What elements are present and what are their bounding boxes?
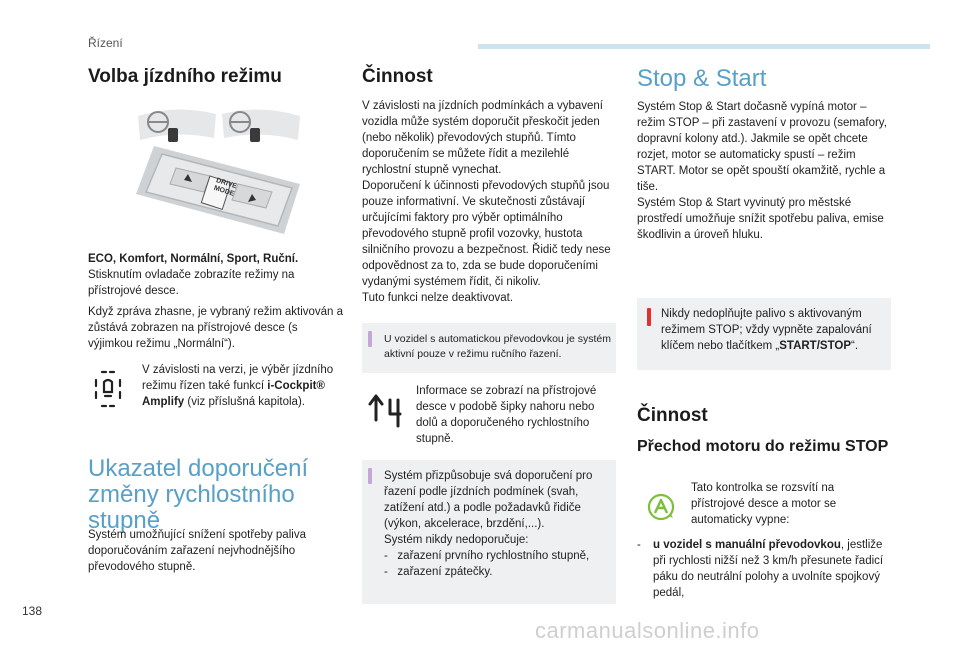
- arrow-info-paragraph: Informace se zobrazí na přístrojové desce v podobě šipky nahoru nebo dolů a doporučeného rychlostního stupně.: [416, 385, 597, 445]
- manual-gearbox-text: u vozidel s manuální převodovkou, jestliže při rychlosti nižší než 3 km/h přesunete řadicí páku do neutrální polohy a uvolníte spojkový pedál,: [653, 539, 884, 599]
- warning-icon: [647, 308, 651, 326]
- note-system-intro2: Systém nikdy nedoporučuje:: [384, 534, 529, 546]
- activity-section: [362, 66, 616, 88]
- section-label: Řízení: [88, 36, 123, 50]
- stop-start-text: [637, 99, 891, 243]
- gear-indicator-section: [88, 456, 318, 534]
- drive-mode-section: [88, 66, 344, 88]
- info-icon: [368, 468, 372, 484]
- stop-start-paragraph-1: Systém Stop & Start dočasně vypíná motor – režim STOP – při zastavení v provozu (semafory, dopravní kolony atd.). Jakmile se opět chcete rozjet, motor se automaticky spustí – režim START. Motor se opět spouští okamžitě, rychle a tiše.: [637, 101, 887, 193]
- activity-paragraph-1: V závislosti na jízdních podmínkách a vybavení vozidla může systém doporučit přeskočit jeden (nebo několik) převodových stupňů. Tímto doporučením se můžete řídit a mezilehlé rychlostní stupně vynechat.: [362, 100, 603, 176]
- mode-active-paragraph: Když zpráva zhasne, je vybraný režim aktivován a zůstává zobrazen na přístrojové desce (s výjimkou režimu „Normální“).: [88, 306, 344, 350]
- drive-mode-console: [136, 146, 302, 239]
- modes-list: ECO, Komfort, Normální, Sport, Ruční.: [88, 253, 299, 265]
- header-accent-bar: [478, 44, 930, 49]
- icockpit-text: [142, 362, 346, 410]
- icockpit-bold: i-Cockpit® Amplify: [142, 380, 325, 408]
- note-automatic: [362, 323, 616, 373]
- gear-arrow-icon: [368, 392, 404, 437]
- stop-start-title: Stop & Start: [637, 65, 767, 92]
- modes-description: Stisknutím ovladače zobrazíte režimy na přístrojové desce.: [88, 269, 295, 297]
- bullet-dash: -: [637, 539, 641, 551]
- stop-start-lamp-icon: [646, 492, 676, 527]
- note-system-intro: Systém přizpůsobuje svá doporučení pro řazení podle jízdních podmínek (svah, zatížení atd.) a podle požadavků řidiče (výkon, akcelerace, brzdění,...).: [384, 470, 593, 530]
- stop-mode-heading: [637, 438, 891, 456]
- gear-indicator-title: Ukazatel doporučení změny rychlostního stupně: [88, 455, 309, 534]
- note-system: [362, 460, 616, 604]
- activity-text: [362, 98, 616, 306]
- page-number: 138: [22, 604, 43, 618]
- lamp-paragraph: Tato kontrolka se rozsvítí na přístrojové desce a motor se automaticky vypne:: [691, 482, 837, 526]
- warning-refuel: [637, 298, 891, 370]
- drive-modes-text: [88, 251, 344, 352]
- note-system-item-2: - zařazení zpátečky.: [384, 566, 493, 578]
- warning-text: Nikdy nedoplňujte palivo s aktivovaným režimem STOP; vždy vypněte zapalování klíčem nebo tlačítkem „START/STOP“.: [661, 308, 872, 352]
- stop-mode-title: Přechod motoru do režimu STOP: [637, 438, 889, 455]
- note-automatic-text: U vozidel s automatickou převodovkou je systém aktivní pouze v režimu ručního řazení.: [384, 333, 612, 360]
- stop-start-section: [637, 66, 891, 92]
- manual-gearbox-item: [637, 537, 891, 601]
- drive-mode-label: DRIVE MODE: [212, 177, 238, 198]
- activity-paragraph-2: Doporučení k účinnosti převodových stupňů jsou pouze informativní. Ve skutečnosti zůstávají určujícími faktory pro výběr optimálního převodového stupně profil vozovky, hustota silničního provozu a bezpečnost. Řidič tedy nese odpovědnost za to, zda se bude doporučeními vydanými systémem řídit, či nikoliv.: [362, 180, 611, 288]
- stop-start-paragraph-2: Systém Stop & Start vyvinutý pro městské prostředí umožňuje snížit spotřebu paliva, emise škodlivin a úroveň hluku.: [637, 197, 884, 241]
- drive-mode-title: Volba jízdního režimu: [88, 66, 282, 87]
- watermark: carmanualsonline.info: [535, 618, 760, 643]
- activity-paragraph-3: Tuto funkci nelze deaktivovat.: [362, 292, 514, 304]
- icockpit-post: (viz příslušná kapitola).: [187, 396, 305, 408]
- info-icon: [368, 331, 372, 347]
- lamp-text: [691, 480, 871, 528]
- arrow-info-text: [416, 383, 616, 447]
- activity-title: Činnost: [362, 66, 433, 87]
- activity-section-2: [637, 405, 891, 427]
- note-system-item-1: - zařazení prvního rychlostního stupně,: [384, 550, 590, 562]
- icockpit-pre: V závislosti na verzi, je výběr jízdního režimu řízen také funkcí: [142, 364, 334, 392]
- gear-indicator-text: [88, 527, 324, 575]
- icockpit-icon: [88, 366, 128, 415]
- gear-indicator-paragraph: Systém umožňující snížení spotřeby paliva doporučováním zařazení nejvhodnějšího převodového stupně.: [88, 529, 306, 573]
- activity-title-2: Činnost: [637, 405, 708, 426]
